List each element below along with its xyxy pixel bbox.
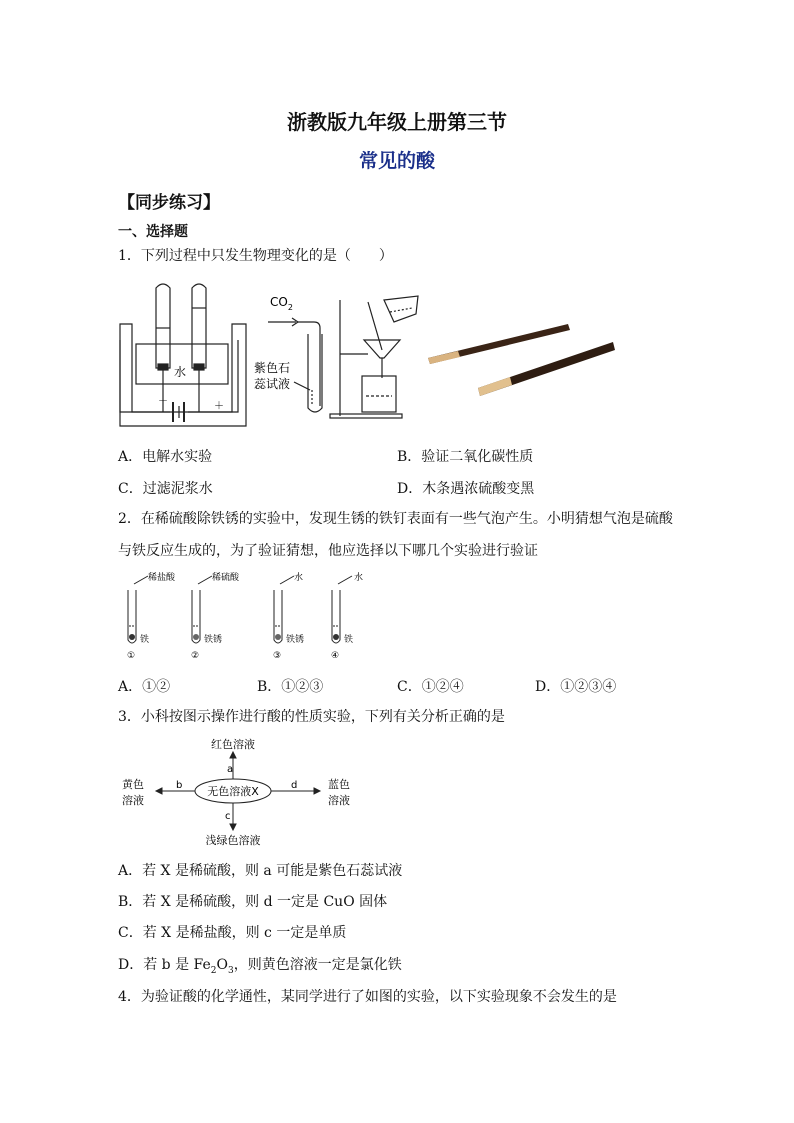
q3-reaction-diagram [118,734,378,850]
tube1-number: ① [127,651,136,661]
label-c: c [225,811,231,822]
tube4-number: ④ [331,651,340,661]
q2-option-c: C．①②④ [397,679,464,695]
section-heading: 【同步练习】 [118,193,220,213]
q1-option-a: A．电解水实验 [118,449,213,465]
tube2-solid: 铁锈 [204,635,223,645]
water-label: 水 [174,365,187,379]
q3-option-c: C．若 X 是稀盐酸，则 c 一定是单质 [118,925,347,941]
q2-option-a: A．①② [118,679,171,695]
charred-wood-sticks [428,324,615,396]
center-solution: 无色溶液X [207,785,259,798]
q1-option-b: B．验证二氧化碳性质 [397,449,534,465]
tube4-reagent: 水 [354,573,364,583]
right-result-1: 蓝色 [328,778,350,791]
tube3-number: ③ [273,651,282,661]
part-heading: 一、选择题 [118,224,188,240]
co2-label: $CO_2$ [270,295,293,312]
left-result-1: 黄色 [122,778,144,791]
battery-circuit [120,340,238,426]
label-b: b [176,780,183,791]
q1-option-d: D．木条遇浓硫酸变黑 [397,481,535,497]
q2-option-d: D．①②③④ [535,679,617,695]
q2-test-tubes-figure [118,570,378,662]
litmus-label-1: 紫色石 [254,361,291,375]
right-result-2: 溶液 [328,794,350,807]
q4-stem: 4．为验证酸的化学通性，某同学进行了如图的实验，以下实验现象不会发生的是 [118,989,617,1005]
document-title: 浙教版九年级上册第三节 [287,110,507,134]
tube3-reagent: 水 [294,573,304,583]
q2-stem-line1: 2．在稀硫酸除铁锈的实验中，发现生锈的铁钉表面有一些气泡产生。小明猜想气泡是硫酸 [118,511,673,527]
q2-stem-line2: 与铁反应生成的，为了验证猜想，他应选择以下哪几个实验进行验证 [118,543,538,559]
tube1-reagent: 稀盐酸 [148,573,176,583]
tube2-number: ② [191,651,200,661]
q1-figure [118,278,618,433]
q1-option-c: C．过滤泥浆水 [118,481,213,497]
q3-option-b: B．若 X 是稀硫酸，则 d 一定是 CuO 固体 [118,894,388,910]
tube4-solid: 铁 [344,635,354,645]
battery-plus: ＋ [214,401,224,412]
battery-minus: － [158,396,168,407]
left-result-2: 溶液 [122,794,144,807]
top-result: 红色溶液 [211,738,255,751]
tube3-solid: 铁锈 [286,635,305,645]
litmus-label-2: 蕊试液 [254,377,291,391]
document-subtitle: 常见的酸 [358,150,435,172]
tube2-reagent: 稀硫酸 [212,573,240,583]
q3-stem: 3．小科按图示操作进行酸的性质实验，下列有关分析正确的是 [118,709,505,725]
bottom-result: 浅绿色溶液 [205,834,261,847]
q1-stem: 1．下列过程中只发生物理变化的是（ ） [118,248,393,264]
label-a: a [227,764,234,775]
label-d: d [291,780,298,791]
q3-option-d: D．若 b 是 $Fe_2O_3$，则黄色溶液一定是氯化铁 [118,957,402,976]
filtration-apparatus [330,296,418,418]
tube1-solid: 铁 [140,635,150,645]
q3-option-a: A．若 X 是稀硫酸，则 a 可能是紫色石蕊试液 [118,863,403,879]
q2-option-b: B．①②③ [257,679,324,695]
